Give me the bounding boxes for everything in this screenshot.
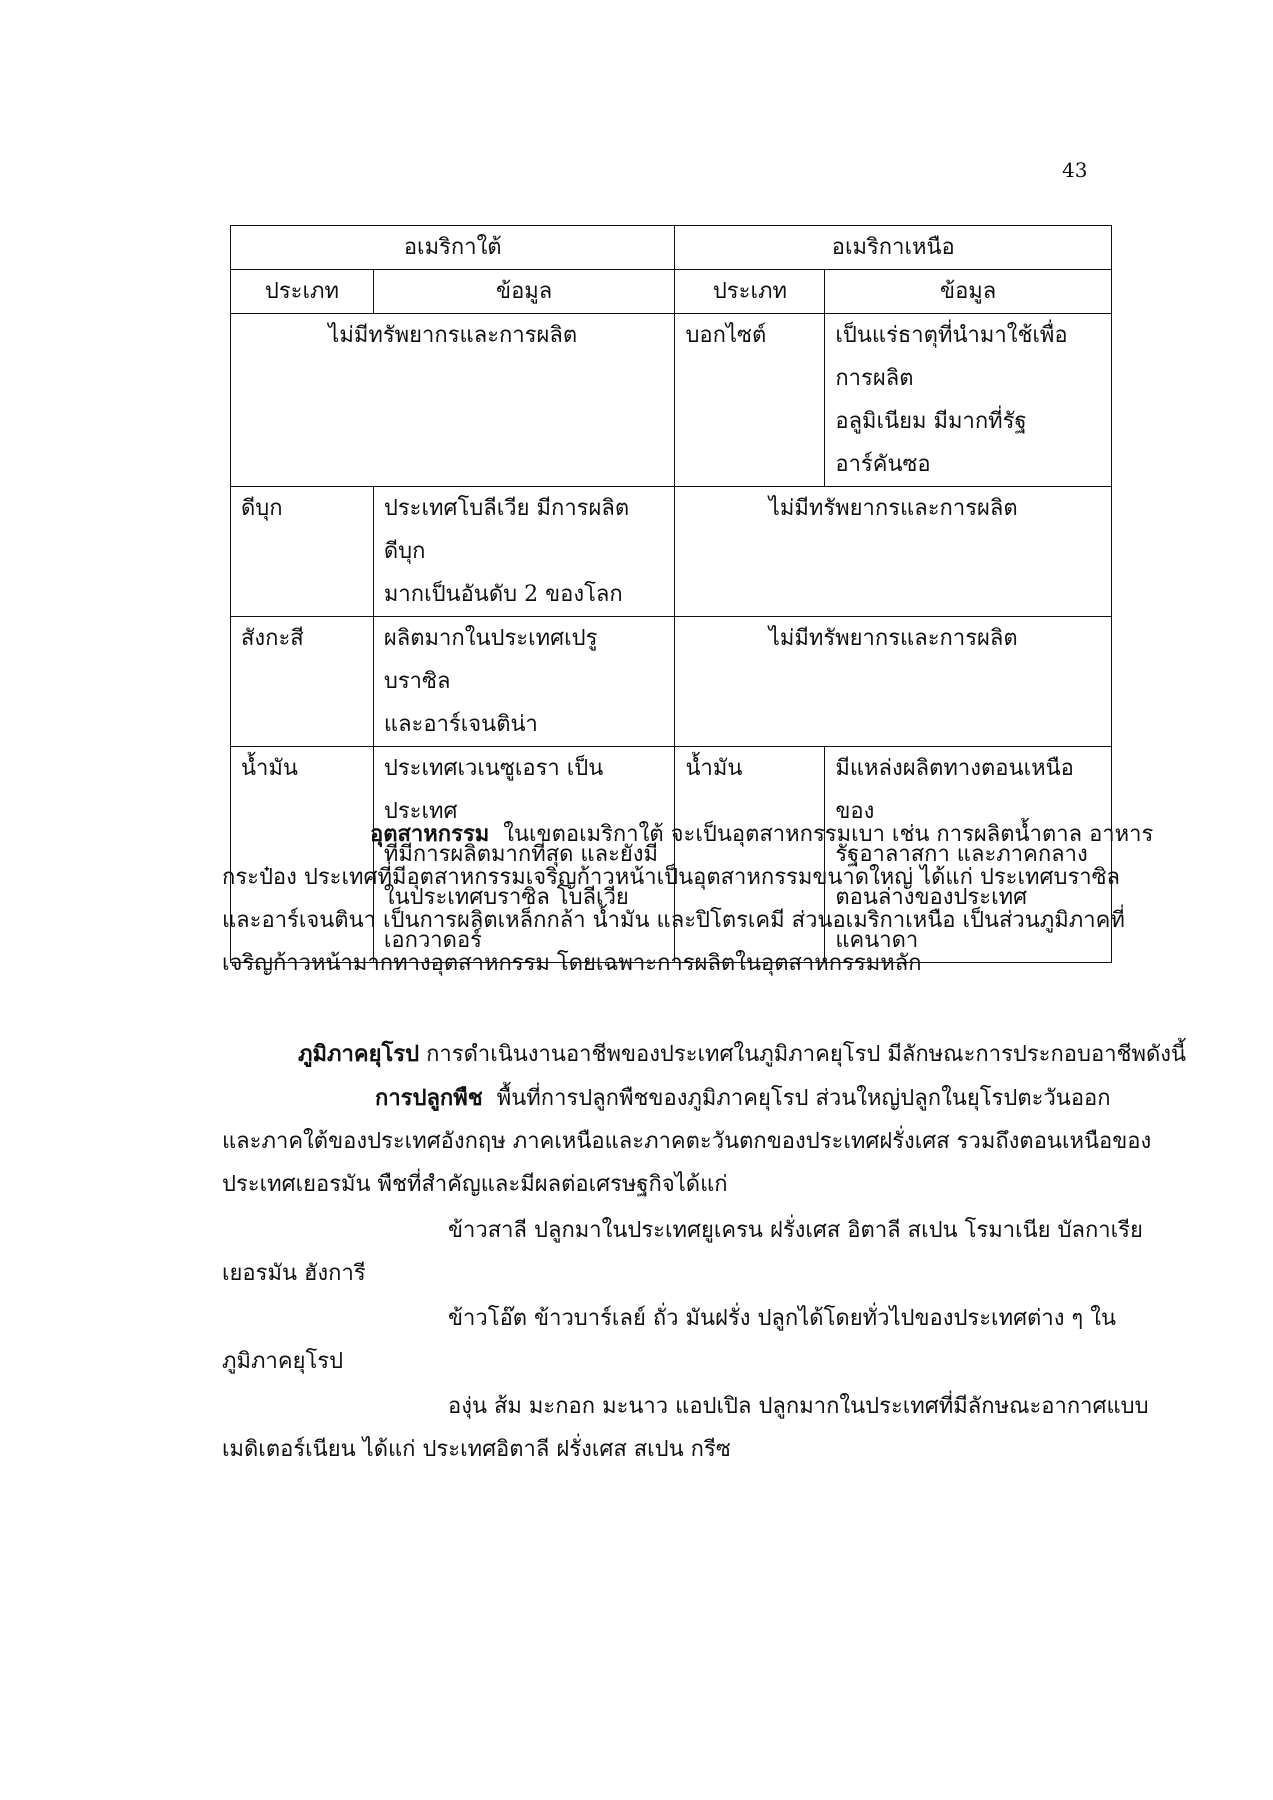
paragraph-line: และอาร์เจนตินา เป็นการผลิตเหล็กกล้า น้ำมัน และปิโตรเคมี ส่วนอเมริกาเหนือ เป็นส่วนภูมิภาคที่ [222, 908, 1125, 933]
table-row [231, 487, 1112, 617]
line-text: พื้นที่การปลูกพืชของภูมิภาคยุโรป ส่วนใหญ่ปลูกในยุโรปตะวันออก [496, 1086, 1111, 1111]
table-region-header-row [231, 226, 1112, 270]
table-row [231, 314, 1112, 487]
na-type-header: ประเภท [675, 270, 825, 314]
sa-type-header: ประเภท [231, 270, 374, 314]
sa-type-cell: ดีบุก [231, 487, 374, 617]
paragraph-line: เยอรมัน ฮังการี [222, 1261, 366, 1286]
south-america-header: อเมริกาใต้ [231, 226, 675, 270]
industry-paragraph [222, 813, 1154, 985]
cell-line: และอาร์เจนติน่า [383, 712, 538, 737]
crop-item [222, 1297, 1117, 1383]
cell-line: เป็นแร่ธาตุที่นำมาใช้เพื่อการผลิต [835, 323, 1068, 391]
cell-line: เอกวาดอร์ [383, 928, 482, 953]
europe-intro [222, 1033, 1187, 1076]
paragraph-line: เจริญก้าวหน้ามากทางอุตสาหกรรม โดยเฉพาะการผลิตในอุตสาหกรรมหลัก [222, 951, 922, 976]
table-row [231, 617, 1112, 747]
north-america-header: อเมริกาเหนือ [675, 226, 1112, 270]
sa-info-cell [373, 487, 675, 617]
paragraph-line: เมดิเตอร์เนียน ได้แก่ ประเทศอิตาลี ฝรั่งเศส สเปน กรีซ [222, 1437, 731, 1462]
na-info-header: ข้อมูล [825, 270, 1112, 314]
sa-info-cell [373, 617, 675, 747]
cell-line: รัฐอาลาสกา และภาคกลาง [835, 842, 1088, 867]
table-column-header-row [231, 270, 1112, 314]
paragraph-line: ภูมิภาคยุโรป [222, 1349, 344, 1374]
na-no-resource-cell: ไม่มีทรัพยากรและการผลิต [675, 487, 1112, 617]
sa-type-cell: สังกะสี [231, 617, 374, 747]
crop-item [222, 1209, 1143, 1295]
cell-line: ผลิตมากในประเทศเปรู บราซิล [383, 626, 598, 694]
sa-info-header: ข้อมูล [373, 270, 675, 314]
na-type-cell: บอกไซต์ [675, 314, 825, 487]
cell-line: ประเทศโบลีเวีย มีการผลิตดีบุก [383, 496, 630, 564]
cell-line: ในประเทศบราซิล โบลีเวีย [383, 885, 629, 910]
cell-line: มีแหล่งผลิตทางตอนเหนือของ [835, 756, 1074, 824]
paragraph-line [222, 813, 1154, 856]
agriculture-heading: การปลูกพืช [375, 1085, 483, 1111]
na-no-resource-cell: ไม่มีทรัพยากรและการผลิต [675, 617, 1112, 747]
agriculture-paragraph [222, 1077, 1152, 1206]
europe-heading: ภูมิภาคยุโรป [298, 1041, 420, 1067]
line-text: ในเขตอเมริกาใต้ จะเป็นอุตสาหกรรมเบา เช่น การผลิตน้ำตาล อาหาร [503, 822, 1154, 847]
paragraph-line: กระป๋อง ประเทศที่มีอุตสาหกรรมเจริญก้าวหน้าเป็นอุตสาหกรรมขนาดใหญ่ ได้แก่ ประเทศบราซิล [222, 865, 1121, 890]
na-type-cell: น้ำมัน [675, 747, 825, 963]
line-text: การดำเนินงานอาชีพของประเทศในภูมิภาคยุโรป มีลักษณะการประกอบอาชีพดังนี้ [426, 1042, 1187, 1067]
cell-line: ประเทศเวเนซูเอรา เป็นประเทศ [383, 756, 604, 824]
page-number: 43 [1062, 158, 1088, 182]
sa-no-resource-cell: ไม่มีทรัพยากรและการผลิต [231, 314, 675, 487]
crop-item [222, 1385, 1149, 1471]
paragraph-line: ข้าวโอ๊ต ข้าวบาร์เลย์ ถั่ว มันฝรั่ง ปลูกได้โดยทั่วไปของประเทศต่าง ๆ ใน [448, 1306, 1117, 1331]
paragraph-line: และภาคใต้ของประเทศอังกฤษ ภาคเหนือและภาคตะวันตกของประเทศฝรั่งเศส รวมถึงตอนเหนือของ [222, 1129, 1152, 1154]
paragraph-line [222, 1033, 1187, 1076]
cell-line: ตอนล่างของประเทศแคนาดา [835, 885, 1028, 953]
cell-line: ที่มีการผลิตมากที่สุด และยังมี [383, 842, 659, 867]
paragraph-line: ข้าวสาลี ปลูกมาในประเทศยูเครน ฝรั่งเศส อิตาลี สเปน โรมาเนีย บัลกาเรีย [448, 1218, 1143, 1243]
paragraph-line: องุ่น ส้ม มะกอก มะนาว แอปเปิล ปลูกมากในประเทศที่มีลักษณะอากาศแบบ [448, 1394, 1149, 1419]
sa-type-cell: น้ำมัน [231, 747, 374, 963]
industry-heading: อุตสาหกรรม [370, 821, 490, 847]
paragraph-line [222, 1077, 1114, 1120]
cell-line: อลูมิเนียม มีมากที่รัฐอาร์คันซอ [835, 409, 1027, 477]
paragraph-line: ประเทศเยอรมัน พืชที่สำคัญและมีผลต่อเศรษฐกิจได้แก่ [222, 1172, 728, 1197]
na-info-cell [825, 314, 1112, 487]
cell-line: มากเป็นอันดับ 2 ของโลก [383, 582, 623, 607]
